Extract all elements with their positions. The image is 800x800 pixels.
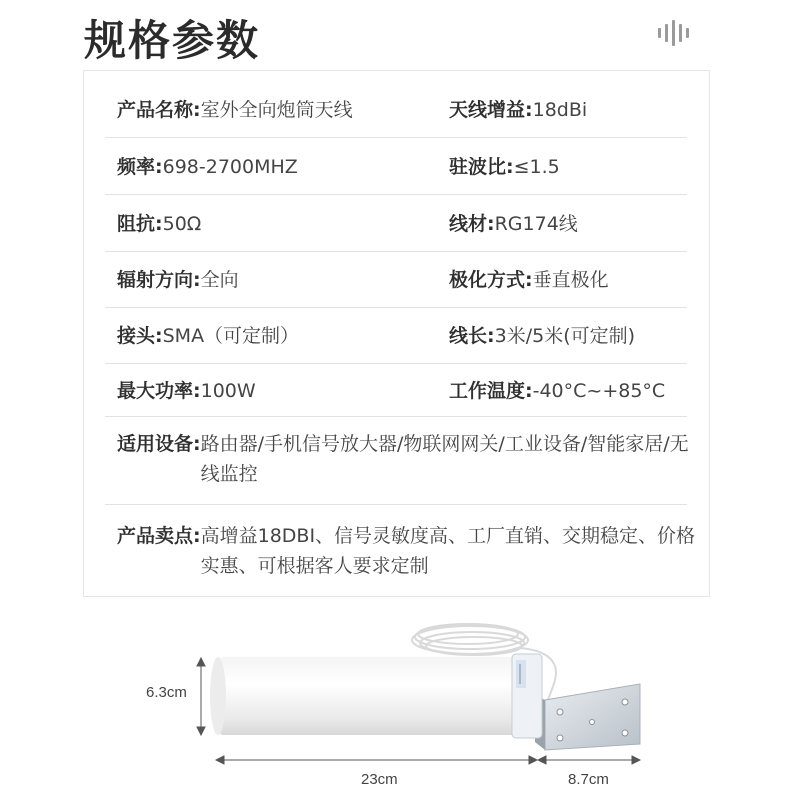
height-dimension-line	[197, 658, 205, 735]
spec-row	[105, 138, 687, 195]
spec-cell-gain	[449, 95, 587, 125]
spec-row	[105, 308, 687, 364]
spec-usage	[117, 429, 699, 489]
length-dimension-line	[216, 756, 640, 764]
spec-cell-cable-length	[449, 321, 635, 351]
spec-cell-product-name	[117, 95, 353, 125]
spec-key: 极化方式:	[449, 269, 533, 291]
spec-key: 接头:	[117, 325, 163, 347]
spec-key: 最大功率:	[117, 380, 201, 402]
spec-cell-vswr	[449, 152, 560, 182]
spec-key: 辐射方向:	[117, 269, 201, 291]
spec-cell-temperature	[449, 376, 665, 406]
spec-key: 适用设备:	[117, 433, 201, 455]
spec-key: 天线增益:	[449, 99, 533, 121]
spec-value: SMA（可定制）	[162, 325, 300, 347]
dimension-length-label: 23cm	[361, 771, 398, 788]
spec-row-usage	[105, 417, 687, 505]
spec-value: ≤1.5	[513, 156, 560, 178]
antenna-tube	[210, 654, 542, 738]
spec-value: RG174线	[494, 213, 578, 235]
spec-cell-cable	[449, 209, 578, 239]
spec-cell-polarization	[449, 265, 609, 295]
spec-value: 18dBi	[532, 99, 588, 121]
spec-row	[105, 364, 687, 417]
spec-cell-max-power	[117, 376, 256, 406]
spec-key: 产品名称:	[117, 99, 201, 121]
spec-row-selling	[105, 505, 696, 593]
spec-key: 驻波比:	[449, 156, 514, 178]
spec-key: 阻抗:	[117, 213, 163, 235]
spec-value: 100W	[200, 380, 256, 402]
spec-key: 频率:	[117, 156, 163, 178]
spec-row	[105, 82, 687, 138]
spec-key: 线长:	[449, 325, 495, 347]
audio-bars-icon	[658, 20, 698, 46]
spec-cell-radiation	[117, 265, 239, 295]
product-illustration	[0, 600, 800, 800]
spec-value: 全向	[200, 269, 239, 291]
spec-value: 50Ω	[162, 213, 202, 235]
spec-key: 线材:	[449, 213, 495, 235]
spec-value: -40°C~+85°C	[532, 380, 666, 402]
spec-value: 698-2700MHZ	[162, 156, 298, 178]
spec-row	[105, 195, 687, 252]
spec-key: 工作温度:	[449, 380, 533, 402]
page-title: 规格参数	[84, 16, 261, 65]
spec-key: 产品卖点:	[117, 525, 201, 547]
spec-value: 路由器/手机信号放大器/物联网网关/工业设备/智能家居/无线监控	[200, 433, 689, 485]
dimension-bracket-label: 8.7cm	[568, 771, 609, 788]
spec-cell-connector	[117, 321, 299, 351]
spec-cell-frequency	[117, 152, 298, 182]
spec-value: 室外全向炮筒天线	[200, 99, 353, 121]
spec-value: 垂直极化	[532, 269, 609, 291]
spec-selling-points	[117, 521, 699, 581]
spec-value: 3米/5米(可定制)	[494, 325, 636, 347]
dimension-diameter-label: 6.3cm	[146, 684, 187, 701]
spec-row	[105, 252, 687, 308]
spec-cell-impedance	[117, 209, 201, 239]
spec-value: 高增益18DBI、信号灵敏度高、工厂直销、交期稳定、价格实惠、可根据客人要求定制	[200, 525, 696, 577]
